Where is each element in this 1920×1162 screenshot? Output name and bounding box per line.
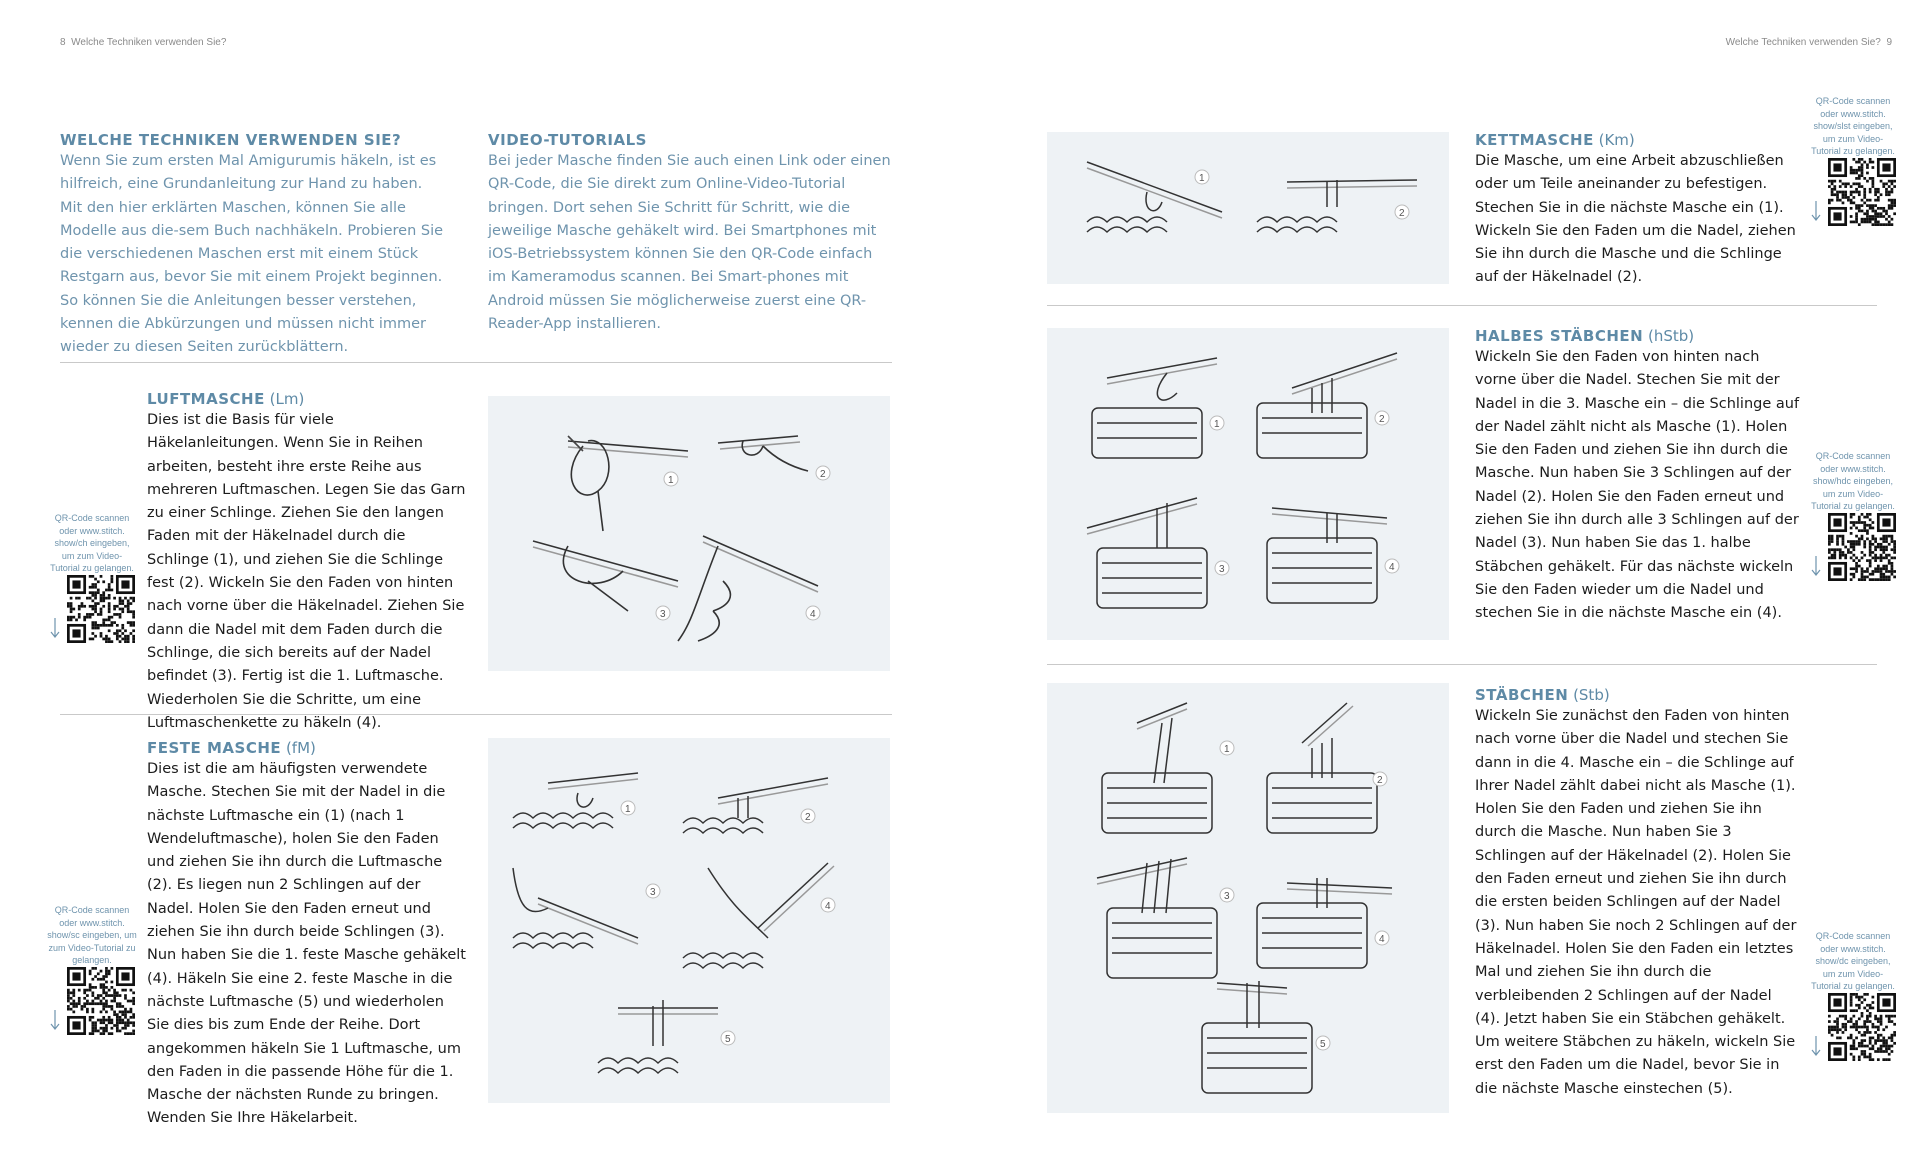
halbes-staebchen-qr — [1808, 450, 1898, 585]
arrow-down-icon — [49, 617, 61, 639]
divider — [60, 362, 892, 363]
halbes-staebchen-text: Wickeln Sie den Faden von hinten nach vorne über die Nadel. Stechen Sie mit der Nadel in die 3. Masche ein – die Schlinge auf der Nadel zählt nicht als Masche (1). Holen Sie den Faden und ziehen Sie ihn durch die Masche. Nun haben Sie 3 Schlingen auf der Nadel (2). Holen Sie den Faden erneut und ziehen Sie ihn durch alle 3 Schlingen auf der Nadel (3). Nun haben Sie das 1. halbe Stäbchen gehäkelt. Für das nächste wickeln Sie den Faden wieder um die Nadel und stechen Sie in die nächste Masche ein (4). — [1475, 349, 1800, 622]
staebchen-heading: STÄBCHEN — [1475, 686, 1569, 704]
step-label: 3 — [650, 887, 656, 898]
qr-note: QR-Code scannen oder www.stitch. show/sc eingeben, um zum Video-Tutorial zu gelangen. — [47, 905, 137, 965]
crochet-chain-drawing — [488, 396, 890, 671]
luftmasche-illustration — [488, 396, 890, 671]
step-label: 2 — [820, 469, 826, 480]
arrow-down-icon — [49, 1009, 61, 1031]
feste-masche-qr — [47, 904, 137, 1039]
kettmasche-text: Die Masche, um eine Arbeit abzuschließen oder um Teile aneinander zu befestigen. Stechen Sie in die nächste Masche ein (1). Wickeln Sie den Faden um die Nadel, ziehen Sie ihn durch die Masche und die Schlinge auf der Häkelnadel (2). — [1475, 153, 1796, 286]
halbes-staebchen-illustration — [1047, 328, 1449, 640]
techniques-intro — [60, 130, 445, 360]
half-double-crochet-drawing — [1047, 328, 1449, 640]
step-label: 3 — [1219, 564, 1225, 575]
video-tutorials-intro — [488, 130, 894, 336]
qr-code-icon[interactable] — [67, 967, 135, 1035]
techniques-heading: WELCHE TECHNIKEN VERWENDEN SIE? — [60, 131, 402, 149]
kettmasche-section — [1475, 130, 1805, 290]
techniques-text: Wenn Sie zum ersten Mal Amigurumis häkeln, ist es hilfreich, eine Grundanleitung zur Hand zu haben. Mit den hier erklärten Maschen, können Sie alle Modelle aus die-sem Buch nachhäkeln. Probieren Sie die verschiedenen Maschen erst mit einem Stück Restgarn aus, bevor Sie mit einem Projekt beginnen. So können Sie die Anleitungen besser verstehen, kennen die Abkürzungen und müssen nicht immer wieder zu diesen Seiten zurückblättern. — [60, 153, 444, 356]
luftmasche-text: Dies ist die Basis für viele Häkelanleitungen. Wenn Sie in Reihen arbeiten, besteht ihre erste Reihe aus mehreren Luftmaschen. Legen Sie das Garn zu einer Schlinge. Ziehen Sie den langen Faden mit der Häkelnadel durch die Schlinge (1), und ziehen Sie die Schlinge fest (2). Wickeln Sie den Faden von hinten nach vorne über die Häkelnadel. Ziehen Sie dann die Nadel mit dem Faden durch die Schlinge, die sich bereits auf der Nadel befindet (3). Fertig ist die 1. Luftmasche. Wiederholen Sie die Schritte, um eine Luftmaschenkette zu häkeln (4). — [147, 412, 466, 731]
feste-masche-text: Dies ist die am häufigsten verwendete Masche. Stechen Sie mit der Nadel in die nächste Luftmasche ein (1) (nach 1 Wendeluftmasche), holen Sie den Faden und ziehen Sie ihn durch die Luftmasche (2). Es liegen nun 2 Schlingen auf der Nadel. Holen Sie den Faden erneut und ziehen Sie ihn durch beide Schlingen (3). Nun haben Sie die 1. feste Masche gehäkelt (4). Häkeln Sie eine 2. feste Masche in die nächste Luftmasche (5) und wiederholen Sie dies bis zum Ende der Reihe. Dort angekommen häkeln Sie 1 Luftmasche, um den Faden in die passende Höhe für die 1. Masche der nächsten Runde zu bringen. Wenden Sie Ihre Häkelarbeit. — [147, 761, 466, 1127]
qr-code-icon[interactable] — [67, 575, 135, 643]
qr-code-icon[interactable] — [1828, 993, 1896, 1061]
page-number-left — [60, 37, 226, 48]
step-label: 2 — [1379, 414, 1385, 425]
running-header: Welche Techniken verwenden Sie? — [1725, 37, 1881, 48]
qr-note: QR-Code scannen oder www.stitch. show/dc eingeben, um zum Video-Tutorial zu gelangen. — [1811, 931, 1895, 991]
step-label: 2 — [1377, 775, 1383, 786]
luftmasche-abbr: (Lm) — [269, 390, 305, 408]
arrow-down-icon — [1810, 555, 1822, 577]
qr-note: QR-Code scannen oder www.stitch. show/slst eingeben, um zum Video-Tutorial zu gelangen. — [1811, 96, 1895, 156]
slip-stitch-drawing — [1047, 132, 1449, 284]
video-tutorials-text: Bei jeder Masche finden Sie auch einen Link oder einen QR-Code, die Sie direkt zum Online-Video-Tutorial bringen. Dort sehen Sie Schritt für Schritt, wie die jeweilige Masche gehäkelt wird. Bei Smartphones mit iOS-Betriebssystem können Sie den QR-Code einfach im Kameramodus scannen. Bei Smart-phones mit Android müssen Sie möglicherweise zuerst eine QR-Reader-App installieren. — [488, 153, 891, 333]
kettmasche-illustration — [1047, 132, 1449, 284]
step-label: 2 — [1399, 208, 1405, 219]
kettmasche-heading: KETTMASCHE — [1475, 131, 1594, 149]
divider — [1047, 664, 1877, 665]
qr-note: QR-Code scannen oder www.stitch. show/hdc eingeben, um zum Video-Tutorial zu gelangen. — [1811, 451, 1895, 511]
kettmasche-abbr: (Km) — [1598, 131, 1635, 149]
step-label: 1 — [1214, 419, 1220, 430]
halbes-staebchen-heading: HALBES STÄBCHEN — [1475, 327, 1644, 345]
step-label: 1 — [1199, 173, 1205, 184]
step-label: 5 — [1320, 1039, 1326, 1050]
page-number: 9 — [1886, 37, 1892, 48]
step-label: 4 — [1379, 934, 1385, 945]
luftmasche-qr — [47, 512, 137, 647]
divider — [60, 714, 892, 715]
step-label: 4 — [1389, 562, 1395, 573]
step-label: 3 — [660, 609, 666, 620]
step-label: 2 — [805, 812, 811, 823]
staebchen-text: Wickeln Sie zunächst den Faden von hinten nach vorne über die Nadel und stechen Sie dann in die 4. Masche ein – die Schlinge auf Ihrer Nadel zählt dabei nicht als Masche (1). Holen Sie den Faden und ziehen Sie ihn durch die Masche. Nun haben Sie 3 Schlingen auf der Häkelnadel (2). Holen Sie den Faden erneut und ziehen Sie ihn durch die ersten beiden Schlingen auf der Nadel (3). Nun haben Sie noch 2 Schlingen auf der Häkelnadel. Holen Sie den Faden ein letztes Mal und ziehen Sie ihn durch die verbleibenden 2 Schlingen auf der Nadel (4). Jetzt haben Sie ein Stäbchen gehäkelt. Um weitere Stäbchen zu häkeln, wickeln Sie erst den Faden um die Nadel, bevor Sie in die nächste Masche einstechen (5). — [1475, 708, 1797, 1097]
halbes-staebchen-abbr: (hStb) — [1647, 327, 1695, 345]
step-label: 4 — [825, 901, 831, 912]
arrow-down-icon — [1810, 1035, 1822, 1057]
feste-masche-abbr: (fM) — [285, 739, 316, 757]
page-number: 8 — [60, 37, 66, 48]
video-tutorials-heading: VIDEO-TUTORIALS — [488, 131, 647, 149]
staebchen-illustration — [1047, 683, 1449, 1113]
step-label: 3 — [1224, 891, 1230, 902]
luftmasche-heading: LUFTMASCHE — [147, 390, 265, 408]
page-number-right — [1726, 37, 1892, 48]
halbes-staebchen-section — [1475, 326, 1800, 626]
feste-masche-heading: FESTE MASCHE — [147, 739, 282, 757]
single-crochet-drawing — [488, 738, 890, 1103]
qr-code-icon[interactable] — [1828, 158, 1896, 226]
luftmasche-section — [147, 389, 467, 735]
staebchen-section — [1475, 685, 1800, 1101]
qr-note: QR-Code scannen oder www.stitch. show/ch eingeben, um zum Video-Tutorial zu gelangen. — [50, 513, 134, 573]
staebchen-abbr: (Stb) — [1573, 686, 1610, 704]
staebchen-qr — [1808, 930, 1898, 1065]
running-header: Welche Techniken verwenden Sie? — [71, 37, 227, 48]
step-label: 4 — [810, 609, 816, 620]
step-label: 1 — [1224, 744, 1230, 755]
kettmasche-qr — [1808, 95, 1898, 230]
feste-masche-illustration — [488, 738, 890, 1103]
arrow-down-icon — [1810, 200, 1822, 222]
feste-masche-section — [147, 738, 467, 1131]
double-crochet-drawing — [1047, 683, 1449, 1113]
step-label: 1 — [625, 804, 631, 815]
step-label: 1 — [668, 475, 674, 486]
divider — [1047, 305, 1877, 306]
qr-code-icon[interactable] — [1828, 513, 1896, 581]
step-label: 5 — [725, 1034, 731, 1045]
